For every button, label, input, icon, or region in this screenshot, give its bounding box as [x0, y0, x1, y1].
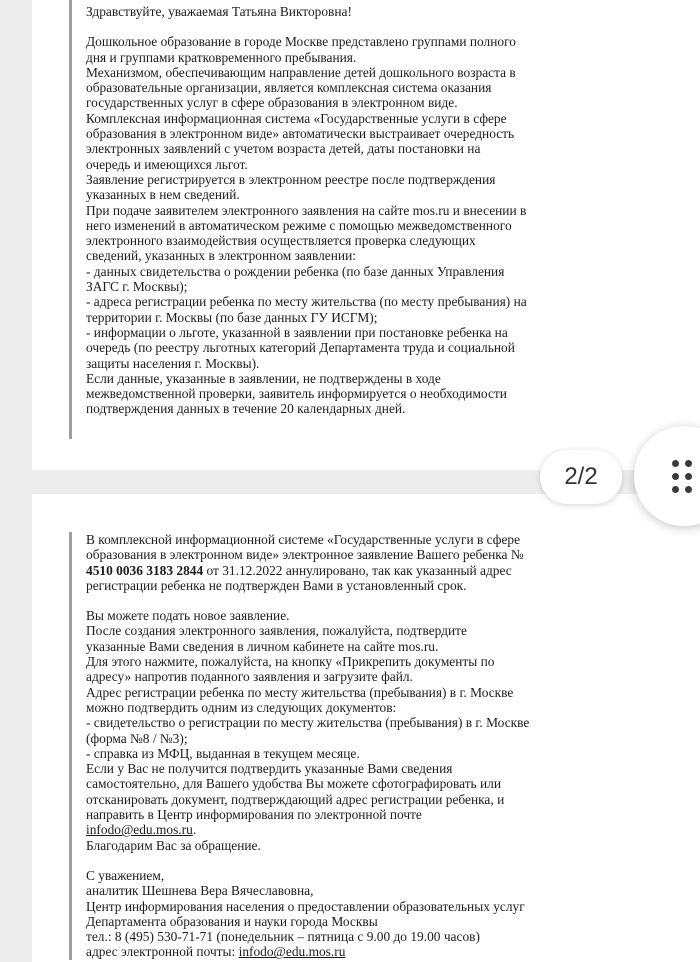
quoted-message	[69, 0, 646, 439]
quoted-message	[69, 532, 646, 960]
signature: С уважением, аналитик Шешнева Вера Вячеславовна, Центр информирования населения о предоставлении образовательных услуг Департамента образования и науки города Москвы тел.: 8 (495) 530-71-71 (понедельник – пятница с 9.00 до 19.00 часов)	[86, 867, 525, 945]
email-link[interactable]: infodo@edu.mos.ru	[86, 822, 193, 838]
message-card-1	[32, 0, 700, 470]
signature-email-link[interactable]: infodo@edu.mos.ru	[238, 944, 346, 960]
message-card-2	[32, 494, 700, 962]
thanks-text: Благодарим Вас за обращение.	[86, 837, 261, 853]
page-indicator: 2/2	[540, 450, 622, 504]
application-number: 4510 0036 3183 2844	[86, 562, 204, 578]
notice-text-start: В комплексной информационной системе «Государственные услуги в сфере образования в электронном виде» электронное заявление Вашего ребенка №	[86, 532, 524, 563]
instructions-body: Вы можете подать новое заявление. После создания электронного заявления, пожалуйста, подтвердите указанные Вами сведения в личном кабинете на сайте mos.ru. Для этого нажмите, пожалуйста, на кнопку «Прикрепить документы по адресу» напротив поданного заявления и загрузите файл. Адрес регистрации ребенка по месту жительства (пребывания) в г. Москве можно подтвердить одним из следующих документов: - свидетельство о регистрации по месту жительства (пребывания) в г. Москве (форма №8 / №3); - справка из МФЦ, выданная в текущем месяце. Если у Вас не получится подтвердить указанные Вами сведения самостоятельно, для Вашего удобства Вы можете сфотографировать или отсканировать документ, подтверждающий адрес регистрации ребенка, и направить в Центр информирования по электронной почте	[86, 608, 530, 823]
dots-grid-icon	[672, 460, 696, 494]
notice-text-end: от 31.12.2022 аннулировано, так как указанный адрес регистрации ребенка не подтвержден Вами в установленный срок.	[86, 562, 512, 593]
message-body: Дошкольное образование в городе Москве представлено группами полного дня и группами кратковременного пребывания. Механизмом, обеспечивающим направление детей дошкольного возраста в образовательные организации, является комплексная система оказания государственных услуг в сфере образования в электронном виде. Комплексная информационная система «Государственные услуги в сфере образования в электронном виде» автоматически выстраивает очередность электронных заявлений с учетом возраста детей, даты постановки на очередь и имеющихся льгот. Заявление регистрируется в электронном реестре после подтверждения указанных в нем сведений. При подаче заявителем электронного заявления на сайте mos.ru и внесении в него изменений в автоматическом режиме с помощью межведомственного электронного взаимодействия осуществляется проверка следующих сведений, указанных в электронном заявлении: - данных свидетельства о рождении ребенка (по базе данных Управления ЗАГС г. Москвы); - адреса регистрации ребенка по месту жительства (по месту пребывания) на территории г. Москвы (по базе данных ГУ ИСГМ); - информации о льготе, указанной в заявлении при постановке ребенка на очередь (по реестру льготных категорий Департамента труда и социальной защиты населения г. Москвы). Если данные, указанные в заявлении, не подтверждены в ходе межведомственной проверки, заявитель информируется о необходимости подтверждения данных в течение 20 календарных дней.	[86, 34, 527, 417]
email-label: адрес электронной почты:	[86, 944, 239, 960]
greeting: Здравствуйте, уважаемая Татьяна Викторовна!	[86, 4, 352, 19]
email-suffix: .	[192, 822, 197, 838]
annulment-notice	[86, 532, 646, 593]
